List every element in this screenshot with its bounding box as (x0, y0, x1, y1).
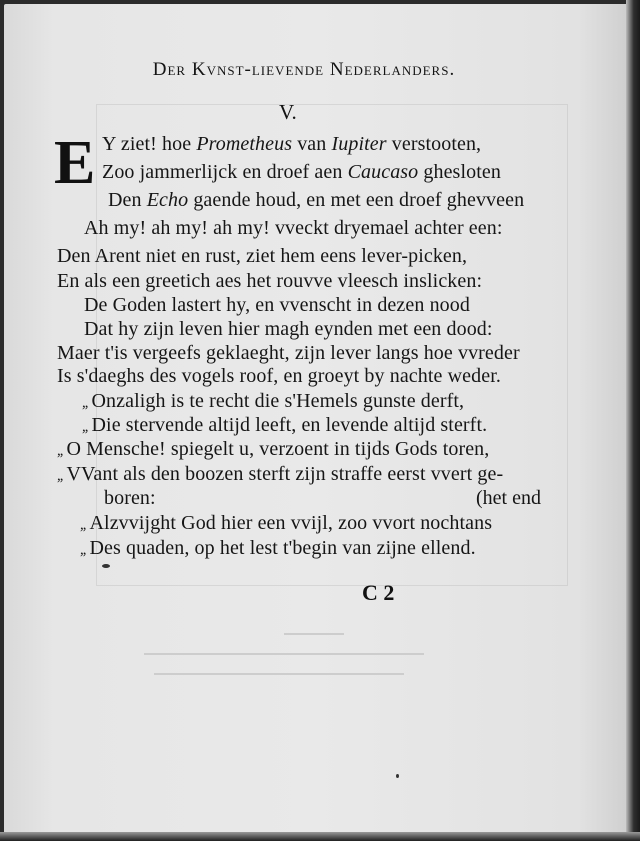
verse-line: ,, VVant als den boozen sterft zijn straffe eerst vvert ge- (57, 463, 504, 485)
book-edge-right (626, 0, 640, 841)
verse-line: Y ziet! hoe Prometheus van Iupiter verstooten, (102, 133, 482, 155)
verse-line: ,, Des quaden, op het lest t'begin van zijne ellend. (80, 537, 476, 559)
poem-number: V. (279, 100, 297, 124)
verse-line: Ah my! ah my! ah my! vveckt dryemael achter een: (84, 217, 503, 239)
verse-line: De Goden lastert hy, en vvenscht in dezen nood (84, 294, 470, 316)
book-page (4, 4, 628, 834)
verse-line: ,, O Mensche! spiegelt u, verzoent in tijds Gods toren, (57, 438, 490, 460)
verse-line: boren: (104, 487, 156, 509)
show-through-text (144, 624, 444, 684)
verse-line: Den Echo gaende houd, en met een droef ghevveen (108, 189, 525, 211)
verse-line: Zoo jammerlijck en droef aen Caucaso ghesloten (102, 161, 501, 183)
verse-line: Is s'daeghs des vogels roof, en groeyt by nachte weder. (57, 365, 501, 387)
gnomic-quote-mark: ,, (82, 395, 88, 411)
verse-line: ,, Alzvvijght God hier een vvijl, zoo vvort nochtans (80, 512, 493, 534)
gnomic-quote-mark: ,, (57, 443, 63, 459)
running-head: Der Kvnst-lievende Nederlanders. (152, 59, 456, 80)
verse-line: Dat hy zijn leven hier magh eynden met een dood: (84, 318, 493, 340)
verse-line: Den Arent niet en rust, ziet hem eens lever-picken, (57, 245, 468, 267)
verse-turnover: (het end (476, 487, 541, 509)
verse-line: ,, Onzaligh is te recht die s'Hemels gunste derft, (82, 390, 465, 412)
signature-mark: C 2 (362, 580, 395, 605)
gnomic-quote-mark: ,, (57, 468, 63, 484)
verse-line: En als een greetich aes het rouvve vleesch inslicken: (57, 270, 483, 292)
verse-line: Maer t'is vergeefs geklaeght, zijn lever langs hoe vvreder (57, 342, 520, 364)
gnomic-quote-mark: ,, (82, 419, 88, 435)
book-edge-bottom (0, 832, 640, 841)
ink-speck (102, 564, 110, 568)
gnomic-quote-mark: ,, (80, 542, 86, 558)
ink-speck (396, 774, 399, 778)
drop-cap: E (54, 129, 96, 197)
verse-line: ,, Die stervende altijd leeft, en levende altijd sterft. (82, 414, 488, 436)
gnomic-quote-mark: ,, (80, 517, 86, 533)
